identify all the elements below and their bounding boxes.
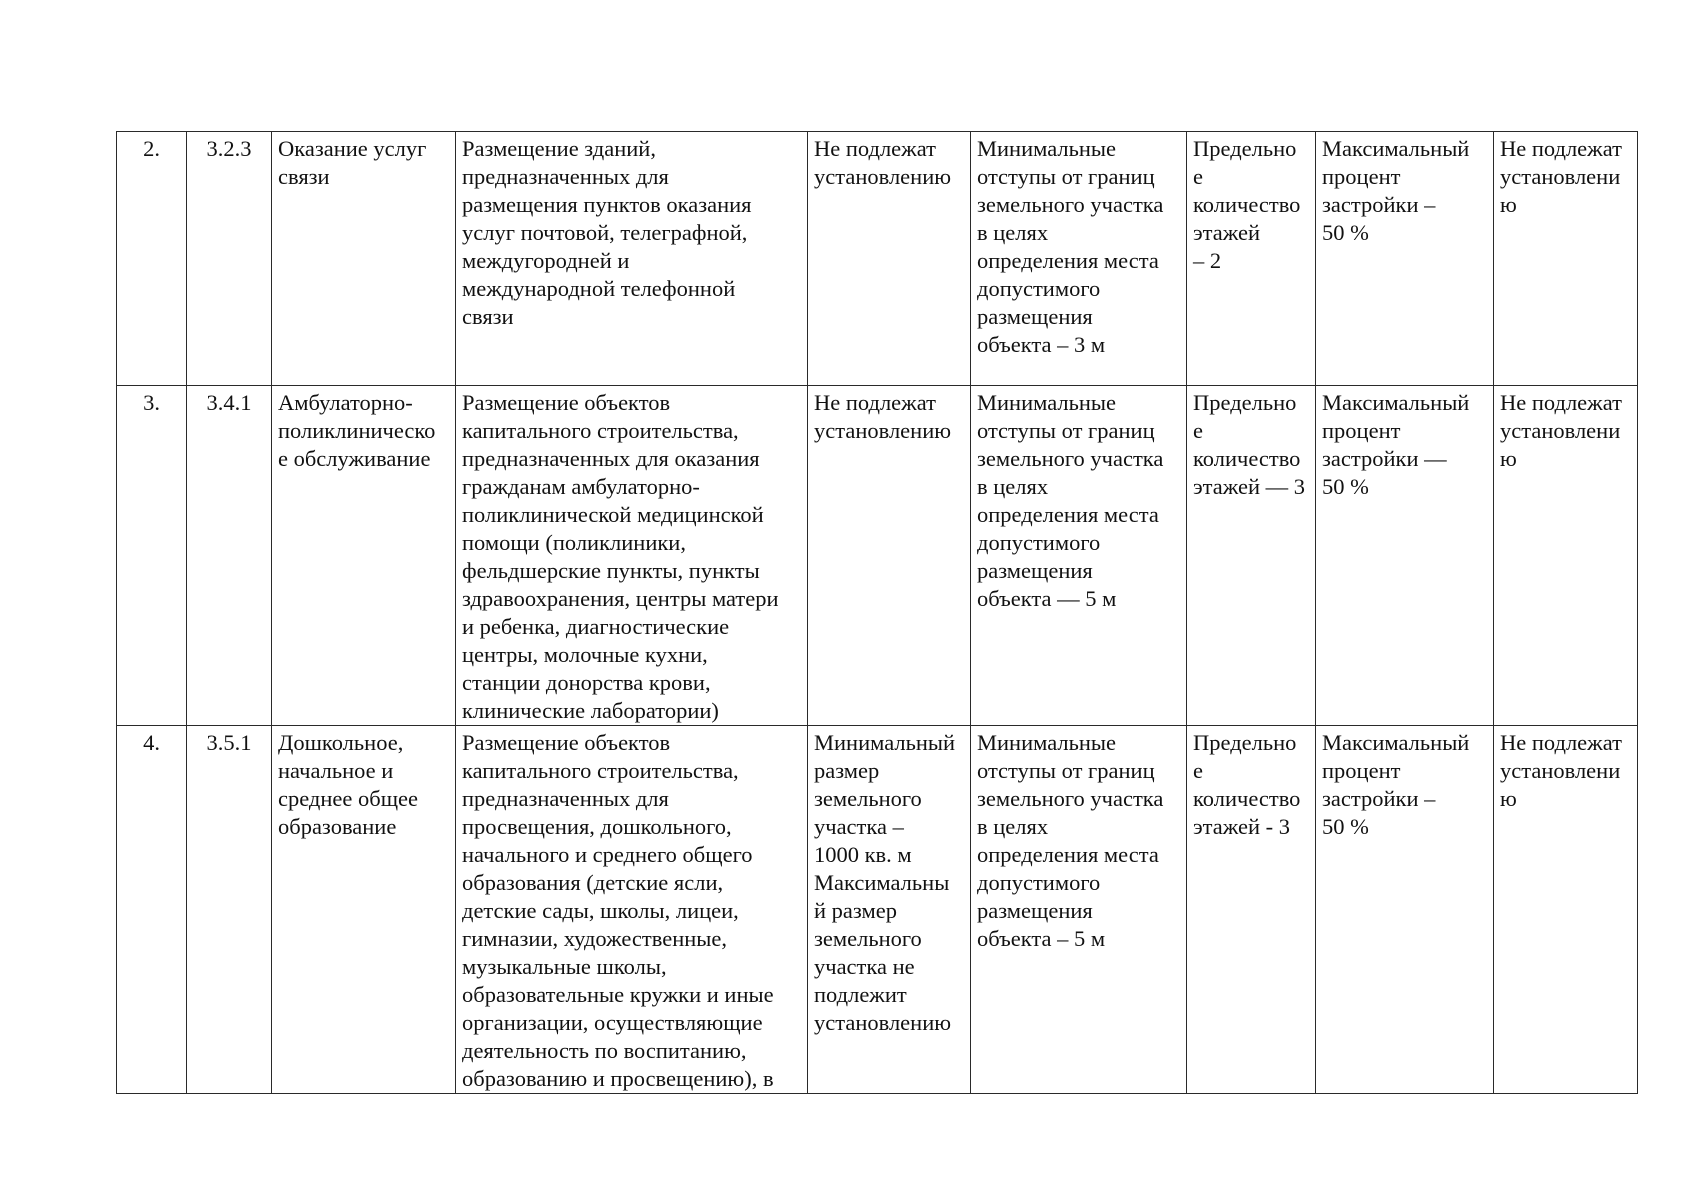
use-code: 3.4.1: [187, 386, 272, 726]
use-name: Оказание услуг связи: [272, 132, 456, 386]
table-row: [117, 132, 1638, 386]
use-description: Размещение объектов капитального строительства, предназначенных для оказания гражданам амбулаторно- поликлинической медицинской помощи (поликлиники, фельдшерские пункты, пункты здравоохранения, центры матери и ребенка, диагностические центры, молочные кухни, станции донорства крови, клинические лаборатории): [456, 386, 808, 726]
plot-size-limits: Не подлежат установлению: [808, 386, 971, 726]
setback-limits: Минимальные отступы от границ земельного участка в целях определения места допустимого размещения объекта — 5 м: [971, 386, 1187, 726]
use-description: Размещение зданий, предназначенных для размещения пунктов оказания услуг почтовой, телеграфной, междугородней и международной телефонной связи: [456, 132, 808, 386]
zoning-regulations-table: [116, 131, 1638, 1094]
coverage-limits: Максимальный процент застройки — 50 %: [1316, 386, 1494, 726]
use-description: Размещение объектов капитального строительства, предназначенных для просвещения, дошкольного, начального и среднего общего образования (детские ясли, детские сады, школы, лицеи, гимназии, художественные, музыкальные школы, образовательные кружки и иные организации, осуществляющие деятельность по воспитанию, образованию и просвещению), в: [456, 726, 808, 1094]
use-code: 3.5.1: [187, 726, 272, 1094]
use-code: 3.2.3: [187, 132, 272, 386]
table-row: [117, 726, 1638, 1094]
floor-limits: Предельно е количество этажей - 3: [1187, 726, 1316, 1094]
row-number: 4.: [117, 726, 187, 1094]
row-number: 3.: [117, 386, 187, 726]
other-limits: Не подлежат установлени ю: [1494, 386, 1638, 726]
row-number: 2.: [117, 132, 187, 386]
table-row: [117, 386, 1638, 726]
floor-limits: Предельно е количество этажей – 2: [1187, 132, 1316, 386]
floor-limits: Предельно е количество этажей — 3: [1187, 386, 1316, 726]
setback-limits: Минимальные отступы от границ земельного участка в целях определения места допустимого размещения объекта – 3 м: [971, 132, 1187, 386]
setback-limits: Минимальные отступы от границ земельного участка в целях определения места допустимого размещения объекта – 5 м: [971, 726, 1187, 1094]
plot-size-limits: Не подлежат установлению: [808, 132, 971, 386]
use-name: Дошкольное, начальное и среднее общее образование: [272, 726, 456, 1094]
other-limits: Не подлежат установлени ю: [1494, 132, 1638, 386]
other-limits: Не подлежат установлени ю: [1494, 726, 1638, 1094]
coverage-limits: Максимальный процент застройки – 50 %: [1316, 132, 1494, 386]
plot-size-limits: Минимальный размер земельного участка – 1000 кв. м Максимальны й размер земельного участка не подлежит установлению: [808, 726, 971, 1094]
coverage-limits: Максимальный процент застройки – 50 %: [1316, 726, 1494, 1094]
use-name: Амбулаторно- поликлиническо е обслуживание: [272, 386, 456, 726]
